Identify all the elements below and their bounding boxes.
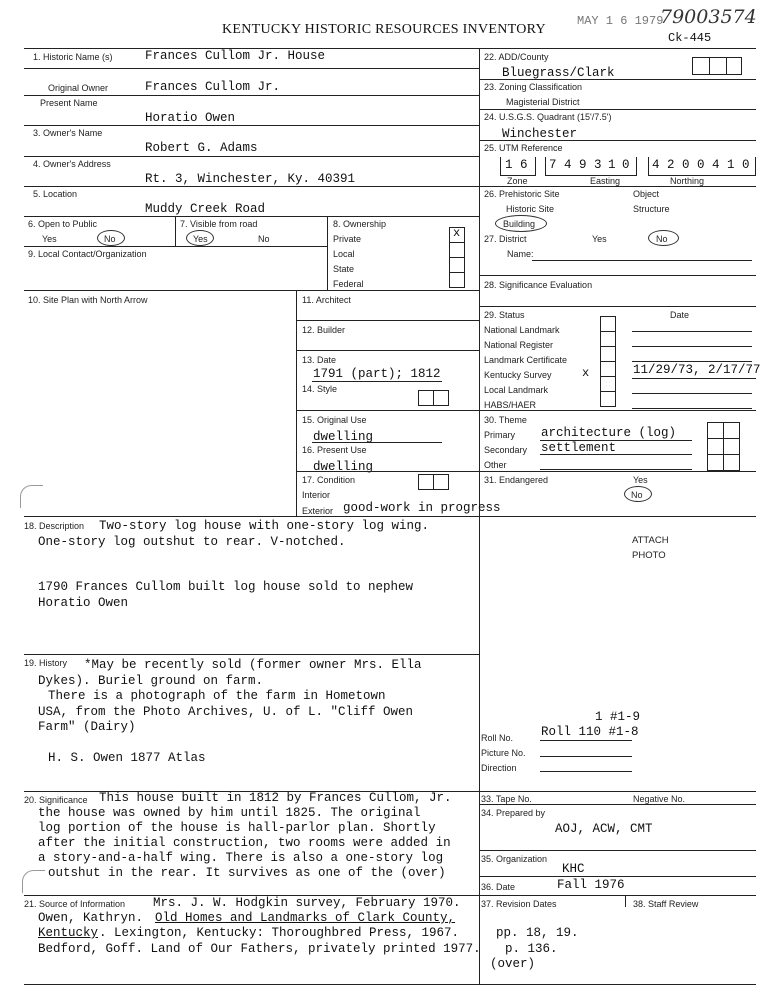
f11-label: 11. Architect <box>302 295 351 305</box>
rule <box>296 350 479 351</box>
utm-zone-label: Zone <box>507 176 528 186</box>
f6-label: 6. Open to Public <box>28 219 98 229</box>
theme-box-2[interactable] <box>723 422 740 439</box>
rule <box>24 95 479 96</box>
f4-label: 4. Owner's Address <box>33 159 111 169</box>
theme-box-5[interactable] <box>707 454 724 471</box>
status-kentucky-survey-mark: x <box>582 366 590 380</box>
f35-label: 35. Organization <box>481 854 548 864</box>
historic-name: Frances Cullom Jr. House <box>145 49 326 63</box>
prepared-date: Fall 1976 <box>557 878 625 892</box>
rule <box>24 290 479 291</box>
utm-easting-digit-2: 4 <box>564 158 572 172</box>
rule <box>24 186 479 187</box>
f16-label: 16. Present Use <box>302 445 367 455</box>
rule <box>24 246 327 247</box>
f8-state-checkbox[interactable] <box>449 257 465 273</box>
rule <box>479 410 756 411</box>
f21-label: 21. Source of Information <box>24 899 126 909</box>
f27-yes: Yes <box>592 234 607 244</box>
source-pages-2: p. 136. <box>505 942 558 956</box>
significance-line-6: outshut in the rear. It survives as one of the (over) <box>48 866 446 880</box>
rule <box>632 361 752 362</box>
theme-box-3[interactable] <box>707 438 724 455</box>
utm-northing-digit-1: 4 <box>652 158 660 172</box>
source-line-2b: Old Homes and Landmarks of Clark County, <box>155 911 456 925</box>
roll-note: 1 #1-9 <box>595 710 641 724</box>
received-date-stamp: MAY 1 6 1979 <box>577 14 664 28</box>
f8-federal: Federal <box>333 279 364 289</box>
attach-photo-line-1: ATTACH <box>632 535 669 546</box>
f8-state: State <box>333 264 355 274</box>
f33-label: 33. Tape No. <box>481 794 532 804</box>
owners-address: Rt. 3, Winchester, Ky. 40391 <box>145 172 356 186</box>
history-line-2: Dykes). Buriel ground on farm. <box>38 674 264 688</box>
f8-local: Local <box>333 249 355 259</box>
utm-easting-label: Easting <box>590 176 621 186</box>
f26-label: 26. Prehistoric Site <box>484 189 560 199</box>
f26-structure: Structure <box>633 204 670 214</box>
rule <box>479 306 756 307</box>
utm-northing-digit-3: 0 <box>682 158 690 172</box>
attach-photo-line-2: PHOTO <box>632 550 666 561</box>
f10-label: 10. Site Plan with North Arrow <box>28 295 148 305</box>
history-line-5: Farm" (Dairy) <box>38 720 136 734</box>
status-national-landmark: National Landmark <box>484 325 560 335</box>
f17-box-2[interactable] <box>433 474 449 490</box>
f6-yes: Yes <box>42 234 57 244</box>
history-line-1: *May be recently sold (former owner Mrs. Ella <box>84 658 422 672</box>
f8-federal-checkbox[interactable] <box>449 272 465 288</box>
picture-label: Picture No. <box>481 748 526 758</box>
present-name: Horatio Owen <box>145 111 236 125</box>
f3-label: 3. Owner's Name <box>33 128 103 138</box>
source-line-3a: Kentucky <box>38 926 99 940</box>
f6-no: No <box>104 234 116 244</box>
present-use: dwelling <box>313 460 374 474</box>
f30-other: Other <box>484 460 507 470</box>
f23-value: Magisterial District <box>506 97 580 107</box>
f14-label: 14. Style <box>302 384 338 394</box>
owners-name: Robert G. Adams <box>145 141 258 155</box>
rule <box>479 516 756 517</box>
form-id: Ck-445 <box>668 31 712 45</box>
handwritten-reference-number: 79003574 <box>660 6 757 28</box>
hole-punch-mark <box>20 485 43 508</box>
f26-object: Object <box>633 189 660 199</box>
f25-label: 25. UTM Reference <box>484 143 563 153</box>
significance-line-3: log portion of the house is hall-parlor plan. Shortly <box>38 821 436 835</box>
rule <box>632 331 752 332</box>
rule <box>312 442 442 443</box>
f27-label: 27. District <box>484 234 527 244</box>
utm-northing-label: Northing <box>670 176 705 186</box>
f2-label: Present Name <box>40 98 98 108</box>
f15-label: 15. Original Use <box>302 415 367 425</box>
utm-easting-digit-6: 0 <box>622 158 630 172</box>
f17-interior: Interior <box>302 490 331 500</box>
utm-northing-digit-2: 2 <box>667 158 675 172</box>
rule <box>24 68 479 69</box>
f14-box-1[interactable] <box>418 390 434 406</box>
f23-label: 23. Zoning Classification <box>484 82 583 92</box>
f7-label: 7. Visible from road <box>180 219 258 229</box>
f31-no: No <box>631 490 643 500</box>
f8-private-mark: x <box>453 226 461 240</box>
status-landmark-certificate: Landmark Certificate <box>484 355 568 365</box>
status-checkbox-4[interactable] <box>600 361 616 377</box>
rule <box>479 850 756 851</box>
status-habs-haer: HABS/HAER <box>484 400 537 410</box>
f27-no-circle <box>648 230 679 246</box>
description-line-1: Two-story log house with one-story log wing. <box>99 519 430 533</box>
utm-zone-digit-1: 1 <box>505 158 513 172</box>
f19-label: 19. History <box>24 658 68 668</box>
utm-easting-digit-5: 1 <box>608 158 616 172</box>
f8-label: 8. Ownership <box>333 219 387 229</box>
condition-exterior: good-work in progress <box>343 501 501 515</box>
rule <box>24 516 479 517</box>
rule <box>540 756 632 757</box>
rule <box>479 275 756 276</box>
f37-label: 37. Revision Dates <box>481 899 557 909</box>
status-checkbox-2[interactable] <box>600 331 616 347</box>
f14-box-2[interactable] <box>433 390 449 406</box>
f13-label: 13. Date <box>302 355 337 365</box>
direction-label: Direction <box>481 763 517 773</box>
significance-line-5: a story-and-a-half wing. There is also a one-story log <box>38 851 444 865</box>
f27-no: No <box>656 234 668 244</box>
f22-box-2[interactable] <box>709 57 727 75</box>
description-line-2: One-story log outshut to rear. V-notched. <box>38 535 346 549</box>
rule <box>479 791 756 792</box>
rule <box>540 740 632 741</box>
status-checkbox-3[interactable] <box>600 346 616 362</box>
history-line-4: USA, from the Photo Archives, U. of L. "Cliff Owen <box>38 705 414 719</box>
f30-label: 30. Theme <box>484 415 527 425</box>
status-checkbox-1[interactable] <box>600 316 616 332</box>
organization: KHC <box>562 862 585 876</box>
f31-label: 31. Endangered <box>484 475 549 485</box>
status-checkbox-6[interactable] <box>600 391 616 407</box>
f8-private: Private <box>333 234 362 244</box>
rule <box>296 471 479 472</box>
f38-label: 38. Staff Review <box>633 899 699 909</box>
f7-no: No <box>258 234 270 244</box>
rule <box>479 804 756 805</box>
rule <box>175 216 176 246</box>
f31-yes: Yes <box>633 475 648 485</box>
f30-primary: Primary <box>484 430 515 440</box>
form-bottom-border <box>24 984 756 985</box>
rule <box>24 216 479 217</box>
rule <box>540 771 632 772</box>
source-line-4: Bedford, Goff. Land of Our Fathers, privately printed 1977. <box>38 942 481 956</box>
prepared-by: AOJ, ACW, CMT <box>555 822 653 836</box>
f29-label: 29. Status <box>484 310 525 320</box>
f22-label: 22. ADD/County <box>484 52 549 62</box>
form-title: KENTUCKY HISTORIC RESOURCES INVENTORY <box>222 22 546 37</box>
f17-box-1[interactable] <box>418 474 434 490</box>
utm-northing-digit-4: 0 <box>697 158 705 172</box>
f6-no-circle <box>97 230 125 246</box>
significance-line-4: after the initial construction, two rooms were added in <box>38 836 451 850</box>
history-line-7: H. S. Owen 1877 Atlas <box>48 751 206 765</box>
source-line-3b: . Lexington, Kentucky: Thoroughbred Press, 1967. <box>99 926 460 940</box>
original-use: dwelling <box>313 430 374 444</box>
utm-northing-digit-5: 4 <box>712 158 720 172</box>
status-checkbox-5[interactable] <box>600 376 616 392</box>
f7-yes: Yes <box>193 234 208 244</box>
rule <box>24 125 479 126</box>
theme-box-4[interactable] <box>723 438 740 455</box>
rule <box>312 381 442 382</box>
rule <box>296 290 297 516</box>
usgs-quadrant: Winchester <box>502 127 578 141</box>
rule <box>24 654 479 655</box>
rule <box>632 378 756 379</box>
original-owner: Frances Cullom Jr. <box>145 80 281 94</box>
f36-label: 36. Date <box>481 882 516 892</box>
source-line-2a: Owen, Kathryn. <box>38 911 144 925</box>
f8-local-checkbox[interactable] <box>449 242 465 258</box>
source-over: (over) <box>490 957 536 971</box>
f1-label: 1. Historic Name (s) <box>33 52 113 62</box>
rule <box>532 260 752 261</box>
roll-value: Roll 110 #1-8 <box>541 725 639 739</box>
f31-no-circle <box>624 486 652 502</box>
rule <box>540 469 692 470</box>
significance-line-2: the house was owned by him until 1825. The original <box>38 806 421 820</box>
rule <box>632 346 752 347</box>
f1b-label: Original Owner <box>48 83 109 93</box>
rule <box>625 895 626 907</box>
rule <box>479 140 756 141</box>
utm-northing-digit-6: 1 <box>727 158 735 172</box>
utm-easting-digit-4: 3 <box>594 158 602 172</box>
f27-name: Name: <box>507 249 534 259</box>
hole-punch-mark <box>22 870 45 893</box>
rule <box>296 410 479 411</box>
location: Muddy Creek Road <box>145 202 266 216</box>
rule <box>24 156 479 157</box>
rule <box>479 895 756 896</box>
f22-box-3[interactable] <box>726 57 742 75</box>
utm-easting-digit-1: 7 <box>549 158 557 172</box>
f9-label: 9. Local Contact/Organization <box>28 249 147 259</box>
status-kentucky-survey: Kentucky Survey <box>484 370 552 380</box>
f7-yes-circle <box>186 230 214 246</box>
description-line-4: 1790 Frances Cullom built log house sold to nephew <box>38 580 414 594</box>
f33-negative: Negative No. <box>633 794 686 804</box>
theme-primary: architecture (log) <box>541 426 677 440</box>
rule <box>479 79 756 80</box>
utm-northing-digit-7: 0 <box>742 158 750 172</box>
theme-box-1[interactable] <box>707 422 724 439</box>
rule <box>479 186 756 187</box>
f17-exterior: Exterior <box>302 506 334 516</box>
rule <box>479 109 756 110</box>
theme-box-6[interactable] <box>723 454 740 471</box>
source-line-1: Mrs. J. W. Hodgkin survey, February 1970. <box>153 896 461 910</box>
rule <box>296 320 479 321</box>
f26-building: Building <box>503 219 536 229</box>
description-line-5: Horatio Owen <box>38 596 129 610</box>
f28-label: 28. Significance Evaluation <box>484 280 593 290</box>
utm-easting-digit-3: 9 <box>579 158 587 172</box>
status-local-landmark: Local Landmark <box>484 385 549 395</box>
f26-building-circle <box>495 215 547 232</box>
f26-historic: Historic Site <box>506 204 555 214</box>
f30-secondary: Secondary <box>484 445 528 455</box>
kentucky-survey-date: 11/29/73, 2/17/77 <box>633 363 761 377</box>
roll-label: Roll No. <box>481 733 514 743</box>
utm-zone-digit-2: 6 <box>520 158 528 172</box>
theme-secondary: settlement <box>541 441 617 455</box>
f5-label: 5. Location <box>33 189 78 199</box>
rule <box>632 408 752 409</box>
f18-label: 18. Description <box>24 521 85 531</box>
f17-label: 17. Condition <box>302 475 356 485</box>
rule <box>540 454 692 455</box>
f20-label: 20. Significance <box>24 795 88 805</box>
add-county: Bluegrass/Clark <box>502 66 615 80</box>
f29-date: Date <box>670 310 690 320</box>
rule <box>479 876 756 877</box>
source-pages-1: pp. 18, 19. <box>496 926 579 940</box>
rule <box>632 393 752 394</box>
f24-label: 24. U.S.G.S. Quadrant (15'/7.5') <box>484 112 612 122</box>
history-line-3: There is a photograph of the farm in Hometown <box>48 689 386 703</box>
rule <box>327 216 328 290</box>
f12-label: 12. Builder <box>302 325 346 335</box>
f34-label: 34. Prepared by <box>481 808 546 818</box>
significance-line-1: This house built in 1812 by Frances Cullom, Jr. <box>99 791 452 805</box>
form-top-border <box>24 48 756 49</box>
f22-box-1[interactable] <box>692 57 710 75</box>
construction-date: 1791 (part); 1812 <box>313 367 441 381</box>
rule <box>479 471 756 472</box>
status-national-register: National Register <box>484 340 554 350</box>
